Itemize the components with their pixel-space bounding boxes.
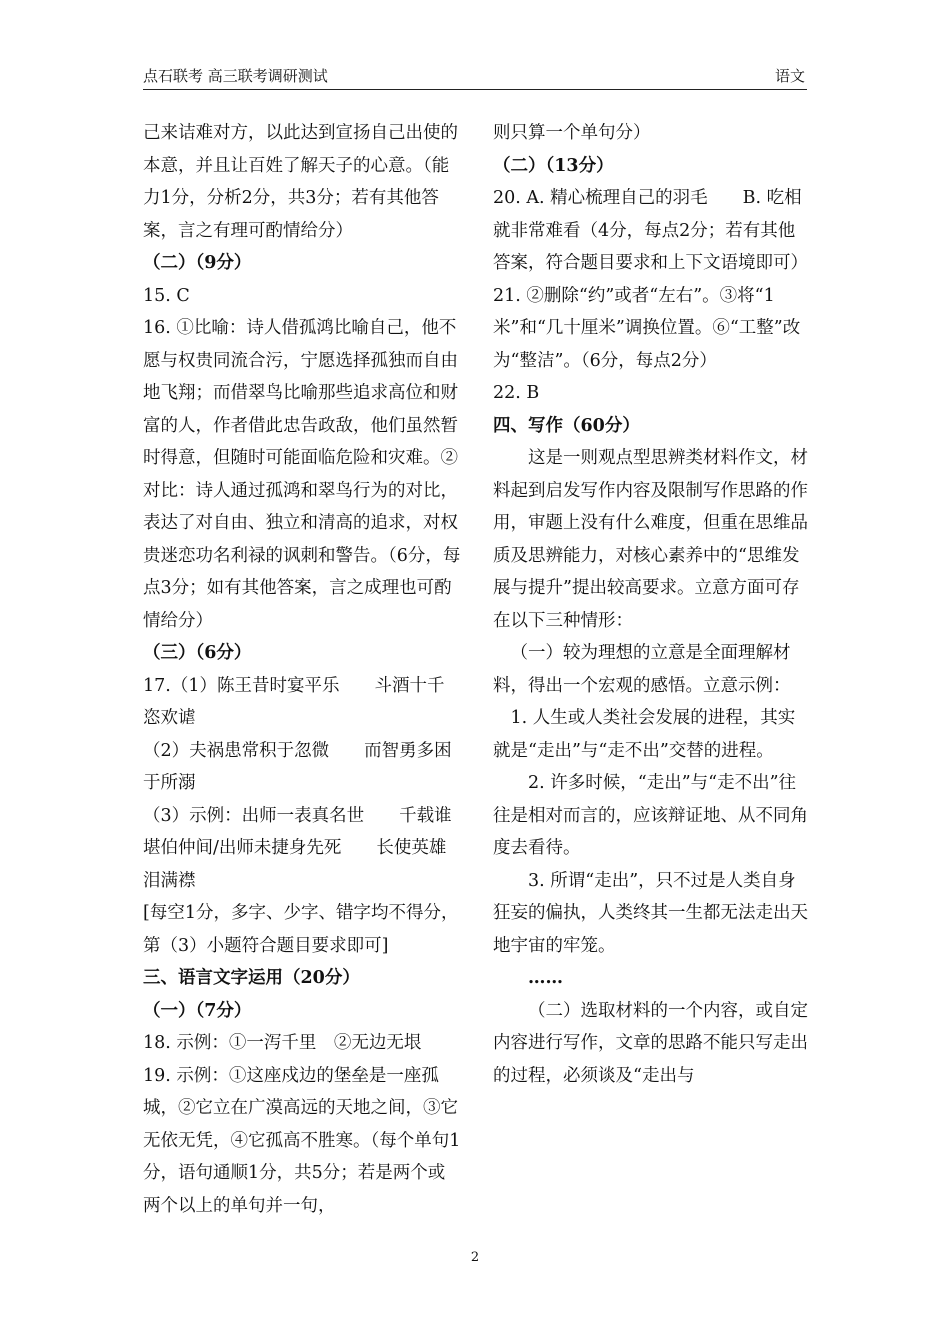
paragraph: [每空1分，多字、少字、错字均不得分，第（3）小题符合题目要求即可] <box>143 903 459 956</box>
paragraph: 18. 示例：①一泻千里 ②无边无垠 <box>143 1033 422 1053</box>
page-number: 2 <box>470 1250 480 1265</box>
paragraph: 这是一则观点型思辨类材料作文，材料起到启发写作内容及限制写作思路的作用，审题上没有什么难度，但重在思维品质及思辨能力，对核心素养中的“思维发展与提升”提出较高要求。立意方面可存在以下三种情形： <box>493 448 808 631</box>
paragraph: 3. 所谓“走出”，只不过是人类自身狂妄的偏执，人类终其一生都无法走出天地宇宙的牢笼。 <box>493 870 808 956</box>
paragraph: 己来诘难对方，以此达到宣扬自己出使的本意，并且让百姓了解天子的心意。（能力1分，分析2分，共3分；若有其他答案，言之有理可酌情给分） <box>143 123 458 241</box>
paragraph: 21. ②删除“约”或者“左右”。③将“1米”和“几十厘米”调换位置。⑥“工整”改为“整洁”。（6分，每点2分） <box>493 285 801 371</box>
paragraph: 20. A. 精心梳理自己的羽毛 B. 吃相就非常难看（4分，每点2分；若有其他答案，符合题目要求和上下文语境即可） <box>493 188 808 273</box>
paragraph: 16. ①比喻：诗人借孤鸿比喻自己，他不愿与权贵同流合污，宁愿选择孤独而自由地飞翔；而借翠鸟比喻那些追求高位和财富的人，作者借此忠告政敌，他们虽然暂时得意，但随时可能面临危险和灾难。②对比：诗人通过孤鸿和翠鸟行为的对比，表达了对自由、独立和清高的追求，对权贵迷恋功名利禄的讽刺和警告。（6分，每点3分；如有其他答案，言之成理也可酌情给分） <box>143 318 461 631</box>
paragraph: （三）（6分） <box>143 643 252 663</box>
paragraph: …… <box>528 968 563 988</box>
paragraph: （一）（7分） <box>143 1000 252 1021</box>
page-header <box>143 63 807 90</box>
paragraph: 17.（1）陈王昔时宴平乐 斗酒十千恣欢谑 <box>143 675 445 728</box>
paragraph: 四、写作（60分） <box>493 415 640 436</box>
paragraph: 三、语言文字运用（20分） <box>143 968 360 988</box>
right-column <box>493 117 809 1092</box>
header-subject: 语文 <box>774 67 805 85</box>
paragraph: （二）（9分） <box>143 253 252 273</box>
paragraph: 15. C <box>143 285 190 306</box>
left-column <box>143 117 461 1222</box>
paragraph: 19. 示例：①这座戍边的堡垒是一座孤城，②它立在广漠高远的天地之间，③它无依无凭，④它孤高不胜寒。（每个单句1分，语句通顺1分，共5分；若是两个或两个以上的单句并一句， <box>143 1065 461 1216</box>
paragraph: （2）夫祸患常积于忽微 而智勇多困于所溺 <box>143 740 452 793</box>
paragraph: （3）示例：出师一表真名世 千载谁堪伯仲间/出师未捷身先死 长使英雄泪满襟 <box>143 805 452 891</box>
paragraph: （一）较为理想的立意是全面理解材料，得出一个宏观的感悟。立意示例： <box>493 643 791 696</box>
header-exam-title: 点石联考 高三联考调研测试 <box>143 67 328 85</box>
paragraph: （二）选取材料的一个内容，或自定内容进行写作，文章的思路不能只写走出的过程，必须谈及“走出与 <box>493 1000 808 1086</box>
paragraph: 2. 许多时候，“走出”与“走不出”往往是相对而言的，应该辩证地、从不同角度去看待。 <box>493 773 808 858</box>
paragraph: 则只算一个单句分） <box>493 123 651 143</box>
paragraph: （二）（13分） <box>493 155 614 176</box>
paragraph: 1. 人生或人类社会发展的进程，其实就是“走出”与“走不出”交替的进程。 <box>493 708 796 761</box>
paragraph: 22. B <box>493 383 540 403</box>
